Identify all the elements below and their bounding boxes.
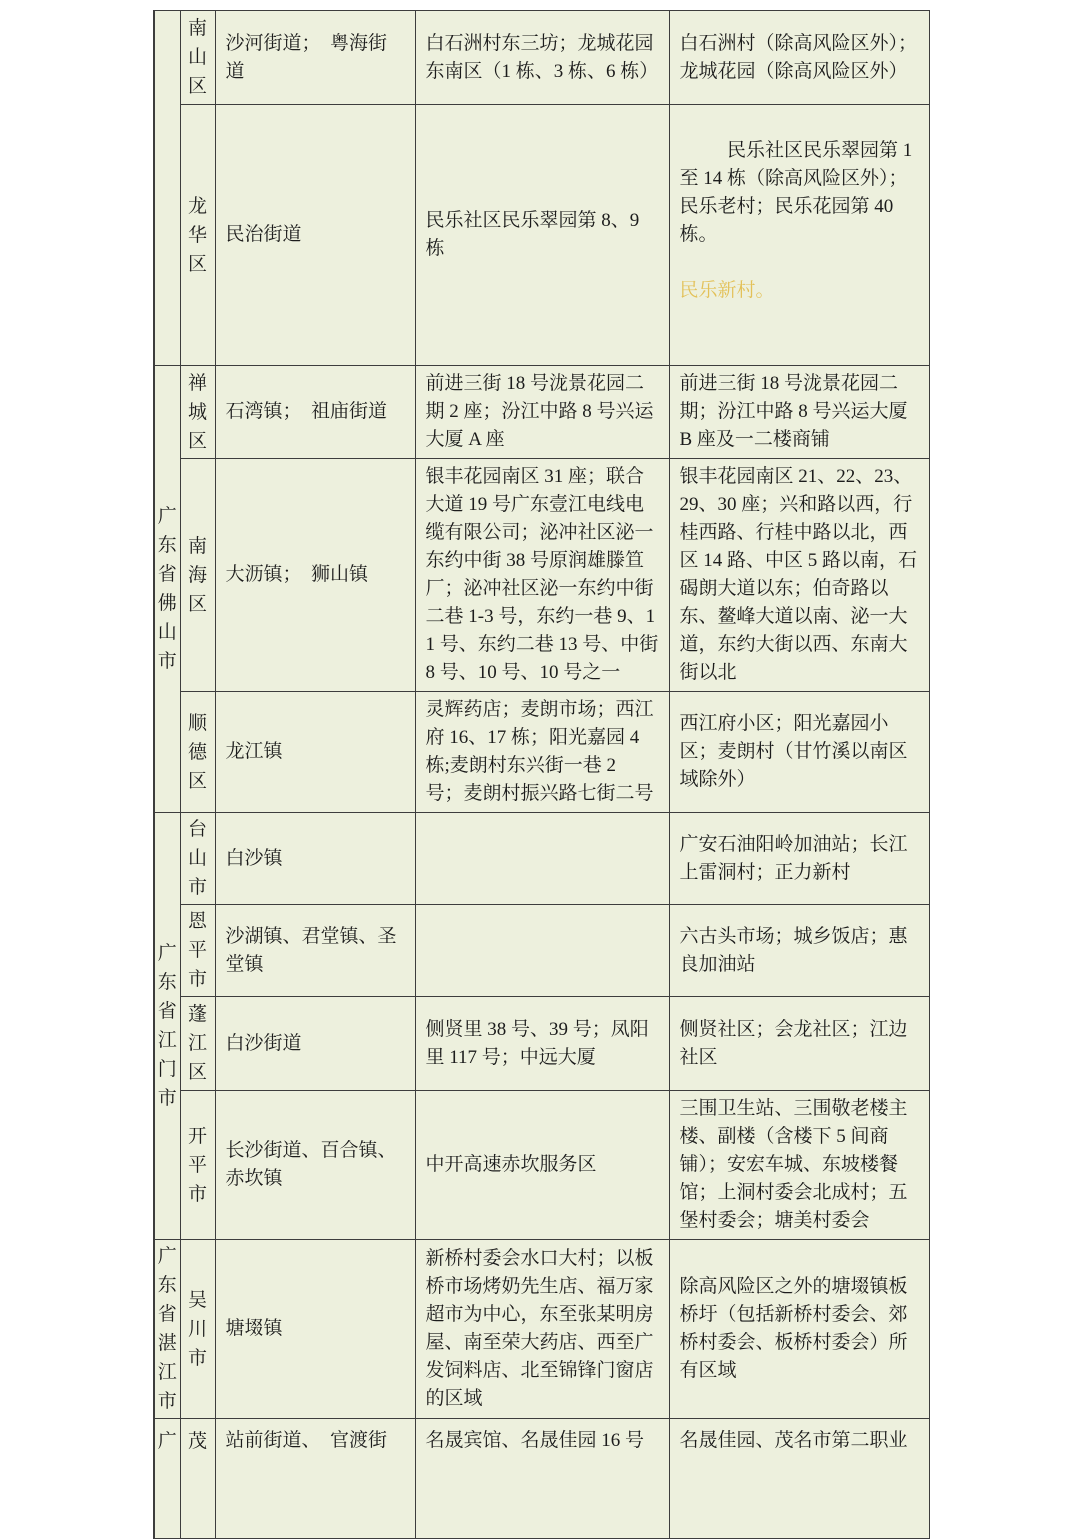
towns-cell: 白沙镇 xyxy=(215,813,415,905)
low-risk-areas-cell: 广安石油阳岭加油站；长江上雷洞村；正力新村 xyxy=(669,813,929,905)
district-cell-taishan: 台山市 xyxy=(180,813,215,905)
table-row xyxy=(154,813,929,905)
towns-cell: 石湾镇； 祖庙街道 xyxy=(215,366,415,459)
low-risk-areas-cell: 除高风险区之外的塘㙍镇板桥圩（包括新桥村委会、郊桥村委会、板桥村委会）所有区域 xyxy=(669,1240,929,1419)
towns-cell: 白沙街道 xyxy=(215,997,415,1091)
district-cell-chancheng: 禅城区 xyxy=(180,366,215,459)
table-row xyxy=(154,692,929,813)
low-risk-text: 民乐社区民乐翠园第 1 至 14 栋（除高风险区外）；民乐老村；民乐花园第 40 栋。 xyxy=(679,140,918,245)
low-risk-areas-cell: 六古头市场；城乡饭店；惠良加油站 xyxy=(669,905,929,997)
mid-risk-areas-cell: 侧贤里 38 号、39 号；凤阳里 117 号；中远大厦 xyxy=(415,997,669,1091)
table-row xyxy=(154,1419,929,1539)
towns-cell: 塘㙍镇 xyxy=(215,1240,415,1419)
district-cell-longhua: 龙华区 xyxy=(180,105,215,366)
low-risk-areas-cell: 三围卫生站、三围敬老楼主楼、副楼（含楼下 5 间商铺）；安宏车城、东坡楼餐馆；上洞村委会北成村；五堡村委会；塘美村委会 xyxy=(669,1091,929,1240)
towns-cell: 大沥镇； 狮山镇 xyxy=(215,459,415,692)
district-cell-wuchuan: 吴川市 xyxy=(180,1240,215,1419)
low-risk-areas-cell: 前进三街 18 号泷景花园二期；汾江中路 8 号兴运大厦 B 座及一二楼商铺 xyxy=(669,366,929,459)
risk-area-table-wrap xyxy=(153,10,930,1539)
mid-risk-areas-cell: 白石洲村东三坊；龙城花园东南区（1 栋、3 栋、6 栋） xyxy=(415,11,669,105)
table-row xyxy=(154,1091,929,1240)
province-cell-zhanjiang: 广东省湛江市 xyxy=(154,1240,180,1419)
low-risk-areas-cell: 白石洲村（除高风险区外）；龙城花园（除高风险区外） xyxy=(669,11,929,105)
mid-risk-areas-cell: 前进三街 18 号泷景花园二期 2 座；汾江中路 8 号兴运大厦 A 座 xyxy=(415,366,669,459)
highlighted-added-area-text: 民乐新村。 xyxy=(679,280,775,301)
district-cell-pengjiang: 蓬江区 xyxy=(180,997,215,1091)
low-risk-areas-cell: 银丰花园南区 21、22、23、29、30 座；兴和路以西，行桂西路、行桂中路以北，西区 14 路、中区 5 路以南，石碣朗大道以东；伯奇路以东、鳌峰大道以南、泌一大道，东约大街以西、东南大街以北 xyxy=(669,459,929,692)
low-risk-areas-cell: 西江府小区；阳光嘉园小区；麦朗村（甘竹溪以南区域除外） xyxy=(669,692,929,813)
table-row xyxy=(154,905,929,997)
mid-risk-areas-cell: 名晟宾馆、名晟佳园 16 号 xyxy=(415,1419,669,1539)
low-risk-areas-cell: 侧贤社区；会龙社区；江边社区 xyxy=(669,997,929,1091)
mid-risk-areas-cell xyxy=(415,905,669,997)
table-row xyxy=(154,366,929,459)
towns-cell: 长沙街道、百合镇、赤坎镇 xyxy=(215,1091,415,1240)
province-cell-maoming: 广 xyxy=(154,1419,180,1539)
district-cell-nanshan: 南山区 xyxy=(180,11,215,105)
district-cell-enping: 恩平市 xyxy=(180,905,215,997)
province-cell-group1 xyxy=(154,11,180,366)
low-risk-areas-cell: 名晟佳园、茂名市第二职业 xyxy=(669,1419,929,1539)
mid-risk-areas-cell: 中开高速赤坎服务区 xyxy=(415,1091,669,1240)
district-cell-nanhai: 南海区 xyxy=(180,459,215,692)
province-cell-jiangmen: 广东省江门市 xyxy=(154,813,180,1240)
towns-cell: 民治街道 xyxy=(215,105,415,366)
table-row xyxy=(154,997,929,1091)
mid-risk-areas-cell: 民乐社区民乐翠园第 8、9 栋 xyxy=(415,105,669,366)
district-cell-shunde: 顺德区 xyxy=(180,692,215,813)
towns-cell: 站前街道、 官渡街 xyxy=(215,1419,415,1539)
towns-cell: 沙湖镇、君堂镇、圣堂镇 xyxy=(215,905,415,997)
mid-risk-areas-cell xyxy=(415,813,669,905)
district-cell-maoming-partial: 茂 xyxy=(180,1419,215,1539)
table-row xyxy=(154,1240,929,1419)
mid-risk-areas-cell: 新桥村委会水口大村；以板桥市场烤奶先生店、福万家超市为中心，东至张某明房屋、南至荣大药店、西至广发饲料店、北至锦锋门窗店的区域 xyxy=(415,1240,669,1419)
towns-cell: 龙江镇 xyxy=(215,692,415,813)
towns-cell: 沙河街道； 粤海街道 xyxy=(215,11,415,105)
table-row xyxy=(154,11,929,105)
table-row xyxy=(154,105,929,366)
risk-area-table xyxy=(153,10,930,1539)
mid-risk-areas-cell: 银丰花园南区 31 座；联合大道 19 号广东壹江电线电缆有限公司；泌冲社区泌一东约中街 38 号原润雄滕笪厂；泌冲社区泌一东约中街二巷 1-3 号，东约一巷 9、11 号、东约二巷 13 号、中街 8 号、10 号、10 号之一 xyxy=(415,459,669,692)
low-risk-areas-cell xyxy=(669,105,929,366)
province-cell-foshan: 广东省佛山市 xyxy=(154,366,180,813)
district-cell-kaiping: 开平市 xyxy=(180,1091,215,1240)
table-row xyxy=(154,459,929,692)
mid-risk-areas-cell: 灵辉药店；麦朗市场；西江府 16、17 栋；阳光嘉园 4 栋;麦朗村东兴街一巷 2 号；麦朗村振兴路七街二号 xyxy=(415,692,669,813)
